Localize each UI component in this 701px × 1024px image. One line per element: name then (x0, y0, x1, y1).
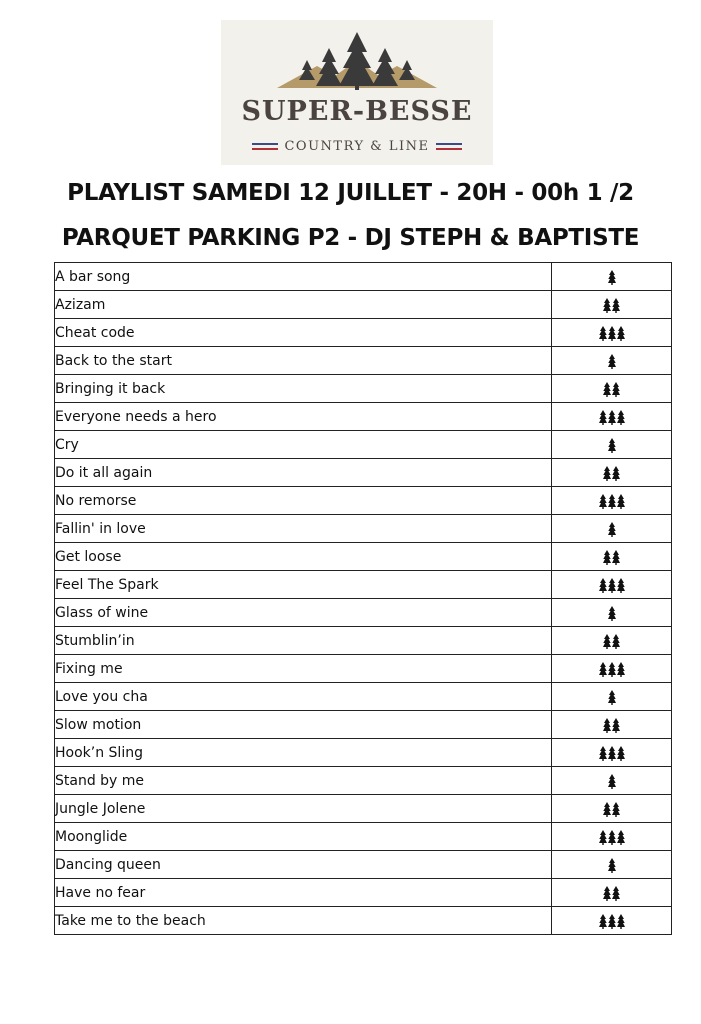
difficulty-level (552, 795, 672, 823)
pine-tree-icon (603, 298, 611, 313)
pine-tree-icon (612, 634, 620, 649)
table-row (55, 291, 672, 319)
table-row (55, 487, 672, 515)
pine-tree-icon (617, 914, 625, 929)
pine-tree-icon (617, 746, 625, 761)
pine-tree-icon (599, 914, 607, 929)
difficulty-level (552, 823, 672, 851)
difficulty-level (552, 319, 672, 347)
song-title: Bringing it back (55, 375, 552, 403)
song-title: Get loose (55, 543, 552, 571)
pine-tree-icon (617, 494, 625, 509)
pine-tree-icon (608, 858, 616, 873)
table-row (55, 263, 672, 291)
table-row (55, 375, 672, 403)
pine-tree-icon (608, 438, 616, 453)
table-row (55, 655, 672, 683)
pine-tree-icon (608, 662, 616, 677)
difficulty-level (552, 711, 672, 739)
logo-tagline: COUNTRY & LINE (284, 139, 430, 154)
song-title: Glass of wine (55, 599, 552, 627)
difficulty-level (552, 543, 672, 571)
pine-tree-icon (608, 830, 616, 845)
song-title: Fixing me (55, 655, 552, 683)
pine-trees-mountains-icon (277, 30, 437, 92)
song-title: Slow motion (55, 711, 552, 739)
pine-tree-icon (612, 802, 620, 817)
pine-tree-icon (603, 466, 611, 481)
song-title: Do it all again (55, 459, 552, 487)
table-row (55, 907, 672, 935)
difficulty-level (552, 515, 672, 543)
pine-tree-icon (608, 410, 616, 425)
pine-tree-icon (603, 634, 611, 649)
pine-tree-icon (608, 690, 616, 705)
pine-tree-icon (603, 550, 611, 565)
venue-dj-subtitle: PARQUET PARKING P2 - DJ STEPH & BAPTISTE (61, 225, 640, 251)
pine-tree-icon (603, 718, 611, 733)
pine-tree-icon (603, 886, 611, 901)
difficulty-level (552, 851, 672, 879)
table-row (55, 431, 672, 459)
song-title: Love you cha (55, 683, 552, 711)
pine-tree-icon (599, 830, 607, 845)
pine-tree-icon (612, 550, 620, 565)
pine-tree-icon (599, 326, 607, 341)
difficulty-level (552, 739, 672, 767)
pine-tree-icon (599, 494, 607, 509)
table-row (55, 767, 672, 795)
pine-tree-icon (612, 382, 620, 397)
song-title: Everyone needs a hero (55, 403, 552, 431)
pine-tree-icon (612, 298, 620, 313)
table-row (55, 459, 672, 487)
pine-tree-icon (603, 802, 611, 817)
table-row (55, 319, 672, 347)
pine-tree-icon (608, 270, 616, 285)
song-title: A bar song (55, 263, 552, 291)
pine-tree-icon (608, 522, 616, 537)
table-row (55, 543, 672, 571)
song-title: Back to the start (55, 347, 552, 375)
difficulty-level (552, 907, 672, 935)
pine-tree-icon (617, 410, 625, 425)
song-title: Stand by me (55, 767, 552, 795)
logo-brand: SUPER-BESSE (241, 96, 473, 127)
difficulty-level (552, 655, 672, 683)
table-row (55, 571, 672, 599)
difficulty-level (552, 263, 672, 291)
pine-tree-icon (599, 746, 607, 761)
pine-tree-icon (617, 662, 625, 677)
table-row (55, 515, 672, 543)
pine-tree-icon (599, 662, 607, 677)
table-row (55, 347, 672, 375)
song-title: Hook’n Sling (55, 739, 552, 767)
pine-tree-icon (599, 410, 607, 425)
pine-tree-icon (617, 830, 625, 845)
table-row (55, 711, 672, 739)
table-row (55, 879, 672, 907)
pine-tree-icon (599, 578, 607, 593)
pine-tree-icon (612, 466, 620, 481)
pine-tree-icon (608, 354, 616, 369)
pine-tree-icon (608, 494, 616, 509)
flag-lines-left (252, 143, 278, 150)
song-title: Moonglide (55, 823, 552, 851)
song-title: Take me to the beach (55, 907, 552, 935)
playlist-table (54, 262, 672, 935)
difficulty-level (552, 767, 672, 795)
pine-tree-icon (608, 746, 616, 761)
difficulty-level (552, 459, 672, 487)
super-besse-logo (221, 20, 493, 165)
song-title: Cry (55, 431, 552, 459)
table-row (55, 627, 672, 655)
song-title: Fallin' in love (55, 515, 552, 543)
song-title: Feel The Spark (55, 571, 552, 599)
difficulty-level (552, 347, 672, 375)
playlist-title: PLAYLIST SAMEDI 12 JUILLET - 20H - 00h 1 /2 (67, 180, 634, 206)
table-row (55, 599, 672, 627)
table-row (55, 795, 672, 823)
difficulty-level (552, 291, 672, 319)
pine-tree-icon (617, 578, 625, 593)
difficulty-level (552, 571, 672, 599)
pine-tree-icon (608, 578, 616, 593)
pine-tree-icon (612, 886, 620, 901)
difficulty-level (552, 375, 672, 403)
difficulty-level (552, 599, 672, 627)
difficulty-level (552, 879, 672, 907)
difficulty-level (552, 627, 672, 655)
pine-tree-icon (608, 914, 616, 929)
pine-tree-icon (603, 382, 611, 397)
difficulty-level (552, 431, 672, 459)
table-row (55, 851, 672, 879)
pine-tree-icon (608, 606, 616, 621)
pine-tree-icon (608, 326, 616, 341)
difficulty-level (552, 403, 672, 431)
flag-lines-right (436, 143, 462, 150)
song-title: Dancing queen (55, 851, 552, 879)
song-title: No remorse (55, 487, 552, 515)
song-title: Azizam (55, 291, 552, 319)
table-row (55, 823, 672, 851)
table-row (55, 683, 672, 711)
pine-tree-icon (617, 326, 625, 341)
song-title: Have no fear (55, 879, 552, 907)
pine-tree-icon (608, 774, 616, 789)
song-title: Stumblin’in (55, 627, 552, 655)
song-title: Cheat code (55, 319, 552, 347)
table-row (55, 739, 672, 767)
difficulty-level (552, 683, 672, 711)
difficulty-level (552, 487, 672, 515)
song-title: Jungle Jolene (55, 795, 552, 823)
table-row (55, 403, 672, 431)
logo-tagline-row (221, 139, 493, 154)
pine-tree-icon (612, 718, 620, 733)
